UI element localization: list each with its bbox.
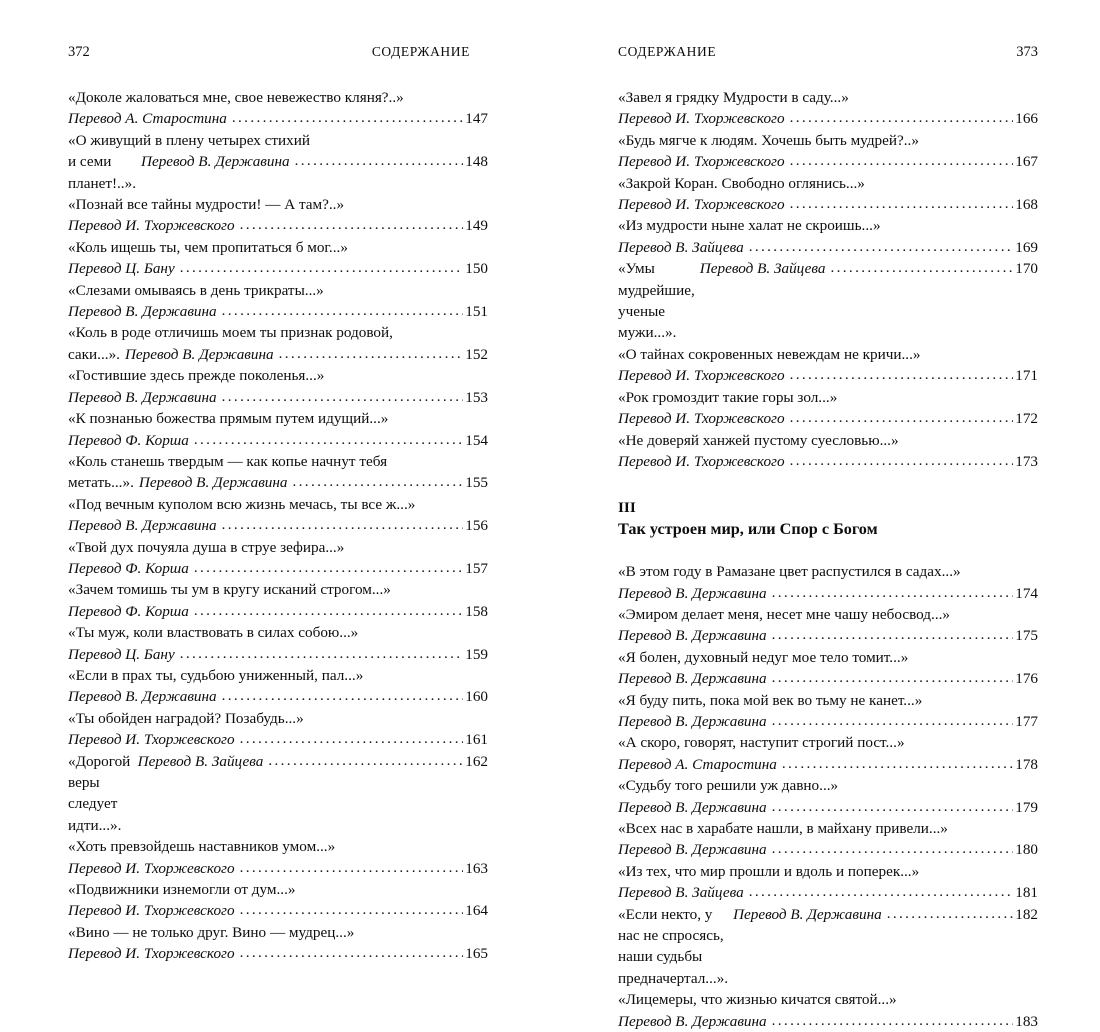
toc-entry-title: «Лицемеры, что жизнью кичатся святой...»: [618, 991, 897, 1009]
toc-entry-line: [618, 215, 1038, 236]
toc-entry-translator: Перевод И. Тхоржевского: [68, 731, 235, 749]
toc-entry-line: [68, 708, 488, 729]
toc-entry-page[interactable]: 153: [465, 388, 488, 406]
toc-entry-title: «Из мудрости ныне халат не скроишь...»: [618, 217, 881, 235]
toc-entry-title: «Закрой Коран. Свободно оглянись...»: [618, 174, 865, 192]
dot-leader: [749, 236, 1014, 257]
dot-leader: [790, 364, 1014, 385]
toc-entry-line: [618, 451, 1038, 472]
toc-entry-title: «Завел я грядку Мудрости в саду...»: [618, 89, 849, 106]
toc-entry[interactable]: [618, 173, 1038, 216]
toc-entry-line: [618, 173, 1038, 194]
toc-entry-translator: Перевод И. Тхоржевского: [68, 859, 235, 877]
toc-entry-translator: Перевод В. Державина: [618, 798, 767, 816]
toc-entry-translator: Перевод И. Тхоржевского: [618, 110, 785, 128]
toc-entry-page[interactable]: 158: [465, 602, 488, 620]
toc-entry-page[interactable]: 175: [1015, 627, 1038, 645]
toc-entry[interactable]: [618, 604, 1038, 647]
toc-entry-line: [68, 451, 488, 472]
toc-entry-page[interactable]: 162: [465, 752, 488, 770]
toc-entry-translator: Перевод И. Тхоржевского: [618, 196, 785, 214]
toc-entry-translator: Перевод В. Державина: [733, 905, 882, 923]
toc-entry-title: «Не доверяй ханжей пустому суесловью...»: [618, 431, 899, 449]
toc-entry-translator: Перевод В. Державина: [124, 345, 274, 363]
toc-entry-page[interactable]: 169: [1015, 238, 1038, 256]
toc-entry-line: [68, 430, 488, 451]
toc-entry-translator: Перевод В. Державина: [68, 517, 217, 535]
toc-entry-line: [68, 151, 488, 194]
toc-entry-page[interactable]: 156: [465, 517, 488, 535]
toc-list-right: [618, 87, 1038, 1032]
page-right: [550, 0, 1100, 1030]
dot-leader: [240, 728, 464, 749]
dot-leader: [180, 643, 464, 664]
toc-entry-title: «А скоро, говорят, наступит строгий пост...»: [618, 734, 905, 752]
toc-entry-line: [68, 472, 488, 493]
toc-entry-line: [618, 194, 1038, 215]
toc-entry-line: [68, 558, 488, 579]
dot-leader: [790, 107, 1014, 128]
toc-entry[interactable]: [618, 775, 1038, 818]
toc-entry-line: [68, 494, 488, 515]
toc-entry-page[interactable]: 174: [1015, 584, 1038, 602]
toc-entry-translator: Перевод В. Державина: [138, 474, 288, 492]
toc-entry-translator: Перевод В. Зайцева: [618, 884, 744, 902]
toc-entry-line: [68, 537, 488, 558]
toc-entry[interactable]: [68, 751, 488, 837]
toc-entry-title: «Ты муж, коли властвовать в силах собою...»: [68, 624, 359, 642]
dot-leader: [295, 150, 464, 171]
toc-entry-title: «Судьбу того решили уж давно...»: [618, 777, 839, 795]
toc-list-left: [68, 87, 488, 965]
toc-entry-line: [68, 408, 488, 429]
toc-entry-line: [68, 387, 488, 408]
toc-entry-title: «Хоть превзойдешь наставников умом...»: [68, 838, 336, 856]
toc-entry[interactable]: [618, 732, 1038, 775]
toc-entry-translator: Перевод В. Зайцева: [137, 752, 264, 770]
toc-entry-line: [618, 130, 1038, 151]
toc-entry[interactable]: [68, 537, 488, 580]
toc-entry-line: [68, 322, 488, 343]
part-heading: [618, 497, 1038, 540]
dot-leader: [240, 857, 464, 878]
toc-entry-page[interactable]: 163: [465, 859, 488, 877]
dot-leader: [222, 685, 464, 706]
toc-entry[interactable]: [618, 344, 1038, 387]
toc-entry-page[interactable]: 164: [465, 902, 488, 920]
dot-leader: [772, 624, 1014, 645]
toc-entry-line: [68, 301, 488, 322]
dot-leader: [279, 343, 464, 364]
toc-entry-line: [618, 989, 1038, 1010]
dot-leader: [790, 407, 1014, 428]
toc-entry-title: метать...».: [68, 474, 134, 492]
toc-entry[interactable]: [68, 879, 488, 922]
folio-number: 373: [1016, 44, 1038, 60]
toc-entry-line: [68, 108, 488, 129]
toc-entry-line: [618, 365, 1038, 386]
toc-entry[interactable]: [68, 579, 488, 622]
toc-entry-title: саки...».: [68, 345, 120, 363]
toc-entry-line: [68, 943, 488, 964]
dot-leader: [222, 514, 464, 535]
toc-entry[interactable]: [618, 430, 1038, 473]
toc-entry-line: [68, 686, 488, 707]
toc-entry-line: [618, 647, 1038, 668]
toc-entry[interactable]: [618, 387, 1038, 430]
toc-entry-line: [68, 858, 488, 879]
toc-entry-title: «Будь мягче к людям. Хочешь быть мудрей?..»: [618, 131, 919, 149]
toc-entry-translator: Перевод Ц. Бану: [68, 645, 175, 663]
toc-entry-line: [68, 836, 488, 857]
dot-leader: [772, 667, 1014, 688]
toc-entry-title: «Коль в роде отличишь моем ты признак родовой,: [68, 324, 393, 342]
toc-entry-title: «Доколе жаловаться мне, свое невежество кляня?..»: [68, 89, 404, 106]
toc-entry-line: [618, 430, 1038, 451]
toc-entry-line: [618, 818, 1038, 839]
toc-entry[interactable]: [618, 818, 1038, 861]
toc-entry-line: [618, 1011, 1038, 1032]
toc-entry-line: [68, 665, 488, 686]
toc-entry-page[interactable]: 179: [1015, 798, 1038, 816]
toc-entry-page[interactable]: 155: [465, 474, 488, 492]
dot-leader: [830, 257, 1013, 278]
toc-entry-translator: Перевод В. Державина: [68, 303, 217, 321]
toc-entry-translator: Перевод И. Тхоржевского: [618, 452, 785, 470]
toc-entry[interactable]: [68, 408, 488, 451]
page-left: [0, 0, 550, 963]
toc-entry-line: [68, 515, 488, 536]
toc-entry-page[interactable]: 149: [465, 217, 488, 235]
toc-entry-translator: Перевод И. Тхоржевского: [68, 902, 235, 920]
toc-entry-title: «Вино — не только друг. Вино — мудрец...»: [68, 923, 355, 941]
toc-entry-title: «Подвижники изнемогли от дум...»: [68, 881, 296, 899]
toc-entry[interactable]: [68, 622, 488, 665]
toc-entry-translator: Перевод В. Державина: [618, 670, 767, 688]
dot-leader: [240, 214, 464, 235]
dot-leader: [772, 582, 1014, 603]
toc-entry-page[interactable]: 147: [465, 110, 488, 128]
toc-entry-translator: Перевод Ф. Корша: [68, 559, 189, 577]
toc-entry-translator: Перевод А. Старостина: [618, 755, 777, 773]
toc-entry-title: «О живущий в плену четырех стихий: [68, 131, 311, 149]
dot-leader: [240, 899, 464, 920]
part-number: III: [618, 499, 636, 517]
toc-entry-page[interactable]: 151: [465, 303, 488, 321]
toc-entry-translator: Перевод И. Тхоржевского: [618, 153, 785, 171]
toc-entry[interactable]: [618, 861, 1038, 904]
toc-entry[interactable]: [618, 989, 1038, 1032]
toc-entry-title: «Слезами омываясь в день трикраты...»: [68, 281, 324, 299]
toc-entry[interactable]: [68, 922, 488, 965]
dot-leader: [293, 471, 464, 492]
toc-entry-line: [68, 601, 488, 622]
toc-entry-title: «Я болен, духовный недуг мое тело томит...»: [618, 648, 909, 666]
running-head-left: [68, 44, 488, 66]
folio-number: 372: [68, 44, 90, 60]
toc-entry-page[interactable]: 173: [1015, 452, 1038, 470]
toc-entry-line: [618, 87, 1038, 108]
toc-entry-line: [68, 879, 488, 900]
toc-entry-title: «Твой дух почуяла душа в струе зефира...»: [68, 538, 345, 556]
toc-entry[interactable]: [618, 215, 1038, 258]
toc-entry-line: [618, 387, 1038, 408]
toc-entry-title: «Гостившие здесь прежде поколенья...»: [68, 367, 325, 385]
dot-leader: [222, 300, 464, 321]
toc-entry-title: «Всех нас в харабате нашли, в майхану привели...»: [618, 820, 948, 837]
running-title: СОДЕРЖАНИЕ: [618, 44, 717, 59]
toc-entry-page[interactable]: 183: [1015, 1012, 1038, 1030]
toc-entry[interactable]: [68, 665, 488, 708]
toc-entry-page[interactable]: 176: [1015, 670, 1038, 688]
toc-entry-translator: Перевод В. Державина: [618, 584, 767, 602]
dot-leader: [772, 796, 1014, 817]
toc-entry-line: [68, 215, 488, 236]
toc-entry-line: [68, 194, 488, 215]
toc-entry-line: [618, 108, 1038, 129]
toc-entry-line: [618, 711, 1038, 732]
dot-leader: [772, 710, 1014, 731]
toc-entry-translator: Перевод В. Державина: [618, 712, 767, 730]
toc-entry-translator: Перевод И. Тхоржевского: [68, 945, 235, 963]
toc-entry-page[interactable]: 172: [1015, 410, 1038, 428]
toc-entry-translator: Перевод В. Державина: [618, 627, 767, 645]
toc-entry[interactable]: [68, 451, 488, 494]
toc-entry-line: [68, 622, 488, 643]
toc-entry-line: [68, 344, 488, 365]
dot-leader: [772, 1010, 1014, 1031]
toc-entry-title: «Из тех, что мир прошли и вдоль и поперек...»: [618, 862, 920, 880]
running-head-right: [618, 44, 1038, 66]
toc-entry-translator: Перевод Ф. Корша: [68, 431, 189, 449]
toc-entry-title: «Дорогой веры следует идти...».: [68, 752, 135, 834]
toc-entry-page[interactable]: 170: [1015, 260, 1038, 278]
toc-entry-page[interactable]: 178: [1015, 755, 1038, 773]
toc-entry-line: [618, 561, 1038, 582]
toc-entry-page[interactable]: 157: [465, 559, 488, 577]
dot-leader: [194, 600, 463, 621]
toc-entry-line: [618, 258, 1038, 344]
toc-entry-page[interactable]: 150: [465, 260, 488, 278]
toc-entry-line: [68, 900, 488, 921]
toc-entry-title: «Рок громоздит такие горы зол...»: [618, 388, 838, 406]
toc-entry-title: «Коль ищешь ты, чем пропитаться б мог...»: [68, 238, 348, 256]
toc-entry[interactable]: [618, 258, 1038, 344]
toc-entry[interactable]: [618, 904, 1038, 990]
dot-leader: [180, 257, 464, 278]
toc-entry-page[interactable]: 159: [465, 645, 488, 663]
toc-entry-line: [618, 797, 1038, 818]
toc-entry[interactable]: [68, 365, 488, 408]
running-title: СОДЕРЖАНИЕ: [371, 44, 470, 59]
toc-entry[interactable]: [618, 561, 1038, 604]
toc-entry-line: [618, 583, 1038, 604]
toc-entry-line: [68, 365, 488, 386]
toc-entry-title: «Умы мудрейшие, ученые мужи...».: [618, 260, 699, 342]
toc-entry-line: [618, 344, 1038, 365]
toc-entry[interactable]: [68, 836, 488, 879]
toc-entry-page[interactable]: 168: [1015, 196, 1038, 214]
dot-leader: [790, 150, 1014, 171]
toc-entry-page[interactable]: 160: [465, 688, 488, 706]
toc-entry-page[interactable]: 181: [1015, 884, 1038, 902]
toc-entry[interactable]: [68, 280, 488, 323]
dot-leader: [232, 107, 463, 128]
toc-entry-line: [618, 237, 1038, 258]
toc-entry-translator: Перевод В. Зайцева: [618, 238, 744, 256]
toc-entry-page[interactable]: 165: [465, 945, 488, 963]
toc-entry[interactable]: [68, 130, 488, 194]
dot-leader: [887, 903, 1014, 924]
toc-entry-line: [68, 237, 488, 258]
dot-leader: [772, 838, 1014, 859]
toc-entry[interactable]: [618, 87, 1038, 130]
toc-entry-page[interactable]: 154: [465, 431, 488, 449]
toc-entry-translator: Перевод В. Зайцева: [699, 260, 826, 278]
toc-entry[interactable]: [618, 690, 1038, 733]
toc-entry-translator: Перевод Ф. Корша: [68, 602, 189, 620]
dot-leader: [782, 753, 1013, 774]
toc-entry-page[interactable]: 171: [1015, 367, 1038, 385]
toc-entry-title: «Под вечным куполом всю жизнь мечась, ты все ж...»: [68, 495, 416, 513]
toc-entry-line: [618, 882, 1038, 903]
toc-entry-title: и семи планет!..».: [68, 153, 136, 192]
toc-entry-title: «Познай все тайны мудрости! — А там?..»: [68, 196, 345, 214]
toc-entry-translator: Перевод А. Старостина: [68, 110, 227, 128]
toc-entry-line: [68, 130, 488, 151]
toc-entry-line: [618, 668, 1038, 689]
toc-entry-title: «Коль станешь твердым — как копье начнут тебя: [68, 452, 388, 470]
toc-entry-page[interactable]: 177: [1015, 712, 1038, 730]
dot-leader: [749, 881, 1014, 902]
toc-entry-translator: Перевод И. Тхоржевского: [68, 217, 235, 235]
part-heading-spacer: [618, 472, 1038, 497]
toc-entry-line: [68, 751, 488, 837]
toc-entry-title: «Зачем томишь ты ум в кругу исканий строгом...»: [68, 581, 391, 599]
toc-entry-line: [68, 729, 488, 750]
toc-entry[interactable]: [618, 647, 1038, 690]
toc-entry-translator: Перевод В. Державина: [618, 1012, 767, 1030]
toc-entry-page[interactable]: 167: [1015, 153, 1038, 171]
toc-entry[interactable]: [68, 494, 488, 537]
toc-entry-line: [68, 922, 488, 943]
dot-leader: [790, 193, 1014, 214]
toc-entry-translator: Перевод И. Тхоржевского: [618, 410, 785, 428]
toc-entry-title: «Я буду пить, пока мой век во тьму не канет...»: [618, 691, 923, 709]
toc-entry-line: [618, 604, 1038, 625]
dot-leader: [790, 450, 1014, 471]
toc-entry-title: «Если в прах ты, судьбою униженный, пал...»: [68, 666, 364, 684]
part-title: Так устроен мир, или Спор с Богом: [618, 519, 878, 538]
dot-leader: [194, 429, 463, 450]
toc-entry-translator: Перевод И. Тхоржевского: [618, 367, 785, 385]
toc-entry-line: [618, 408, 1038, 429]
toc-entry-translator: Перевод В. Державина: [68, 388, 217, 406]
dot-leader: [268, 750, 463, 771]
toc-entry-line: [618, 861, 1038, 882]
toc-entry-title: «О тайнах сокровенных невеждам не кричи...»: [618, 345, 921, 363]
toc-entry-line: [618, 625, 1038, 646]
toc-entry[interactable]: [68, 87, 488, 130]
toc-entry-line: [618, 732, 1038, 753]
part-heading-spacer: [618, 540, 1038, 561]
toc-entry[interactable]: [618, 130, 1038, 173]
toc-entry-translator: Перевод Ц. Бану: [68, 260, 175, 278]
dot-leader: [194, 557, 463, 578]
toc-entry[interactable]: [68, 237, 488, 280]
toc-entry-translator: Перевод В. Державина: [68, 688, 217, 706]
toc-entry-line: [68, 579, 488, 600]
dot-leader: [240, 942, 464, 963]
toc-entry-line: [618, 775, 1038, 796]
toc-entry-title: «К познанью божества прямым путем идущий...»: [68, 410, 389, 428]
toc-entry-title: «В этом году в Рамазане цвет распустился в садах...»: [618, 563, 961, 581]
toc-entry-line: [618, 754, 1038, 775]
toc-entry-title: «Если некто, у нас не спросясь, наши судьбы предначертал...».: [618, 905, 729, 987]
toc-entry-line: [618, 690, 1038, 711]
toc-entry-page[interactable]: 161: [465, 731, 488, 749]
toc-entry[interactable]: [68, 708, 488, 751]
toc-entry-title: «Ты обойден наградой? Позабудь...»: [68, 709, 304, 727]
toc-entry[interactable]: [68, 322, 488, 365]
toc-entry-page[interactable]: 182: [1015, 905, 1038, 923]
toc-entry-title: «Эмиром делает меня, несет мне чашу небосвод...»: [618, 605, 951, 623]
toc-entry-line: [618, 839, 1038, 860]
toc-entry-page[interactable]: 152: [465, 345, 488, 363]
toc-entry-line: [618, 904, 1038, 990]
toc-entry-line: [68, 87, 488, 108]
toc-entry-line: [68, 258, 488, 279]
toc-entry-page[interactable]: 148: [465, 153, 488, 171]
toc-entry-translator: Перевод В. Державина: [140, 153, 290, 171]
toc-entry-line: [618, 151, 1038, 172]
dot-leader: [222, 386, 464, 407]
toc-entry-page[interactable]: 180: [1015, 841, 1038, 859]
toc-entry-translator: Перевод В. Державина: [618, 841, 767, 859]
toc-entry[interactable]: [68, 194, 488, 237]
toc-entry-line: [68, 644, 488, 665]
toc-entry-line: [68, 280, 488, 301]
toc-entry-page[interactable]: 166: [1015, 110, 1038, 128]
